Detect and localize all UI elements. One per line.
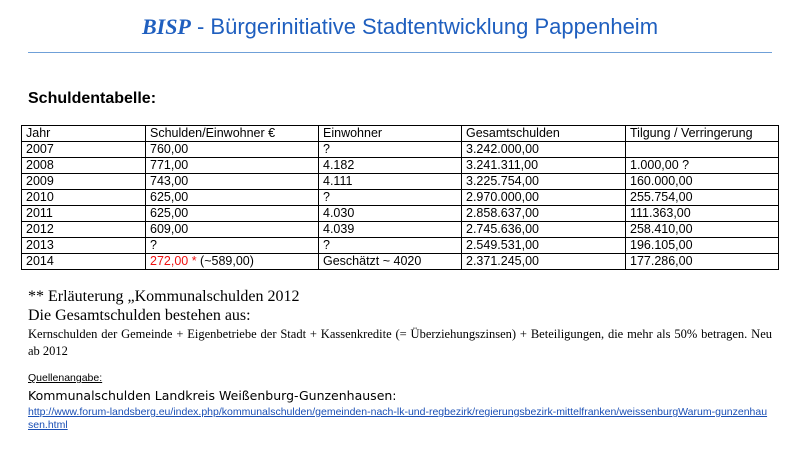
- debt-table: [21, 125, 779, 270]
- table-cell: 609,00: [146, 222, 319, 238]
- table-cell: 4.182: [319, 158, 462, 174]
- table-cell: 258.410,00: [626, 222, 779, 238]
- table-row: [22, 142, 779, 158]
- table-cell: ?: [319, 190, 462, 206]
- column-header-year: Jahr: [22, 126, 146, 142]
- table-cell: 2011: [22, 206, 146, 222]
- table-cell: 160.000,00: [626, 174, 779, 190]
- table-cell: 2.745.636,00: [462, 222, 626, 238]
- table-cell: 255.754,00: [626, 190, 779, 206]
- table-header-row: [22, 126, 779, 142]
- table-cell: 625,00: [146, 206, 319, 222]
- estimated-value: (~589,00): [196, 254, 254, 268]
- table-cell: 4.111: [319, 174, 462, 190]
- table-row-2014: [22, 254, 779, 270]
- table-cell: 2014: [22, 254, 146, 270]
- table-row: [22, 158, 779, 174]
- table-cell: 2.858.637,00: [462, 206, 626, 222]
- table-cell: 4.039: [319, 222, 462, 238]
- table-cell-debt-2014: [146, 254, 319, 270]
- page-header: [0, 14, 800, 40]
- source-link[interactable]: http://www.forum-landsberg.eu/index.php/kommunalschulden/gemeinden-nach-lk-und-regbezirk/regierungsbezirk-mittelfranken/weissenburgWarum-gunzenhausen.html: [28, 406, 768, 431]
- table-row: [22, 174, 779, 190]
- table-cell: 4.030: [319, 206, 462, 222]
- table-row: [22, 190, 779, 206]
- column-header-debt-per-capita: Schulden/Einwohner €: [146, 126, 319, 142]
- section-title: Schuldentabelle:: [28, 90, 157, 107]
- footnote-subheading: Die Gesamtschulden bestehen aus:: [28, 307, 251, 324]
- footnote-heading: ** Erläuterung „Kommunalschulden 2012: [28, 288, 300, 305]
- table-cell: 743,00: [146, 174, 319, 190]
- table-cell: ?: [146, 238, 319, 254]
- source-label: Quellenangabe:: [28, 372, 103, 384]
- brand-logo-text: BISP: [141, 14, 191, 39]
- table-cell: 625,00: [146, 190, 319, 206]
- table-cell: 2.970.000,00: [462, 190, 626, 206]
- table-cell: 111.363,00: [626, 206, 779, 222]
- table-cell: 177.286,00: [626, 254, 779, 270]
- table-cell: Geschätzt ~ 4020: [319, 254, 462, 270]
- column-header-repayment: Tilgung / Verringerung: [626, 126, 779, 142]
- table-cell: ?: [319, 238, 462, 254]
- source-title: Kommunalschulden Landkreis Weißenburg-Gunzenhausen:: [28, 388, 397, 403]
- column-header-total-debt: Gesamtschulden: [462, 126, 626, 142]
- table-cell: 2007: [22, 142, 146, 158]
- table-cell: 2012: [22, 222, 146, 238]
- table-cell: 2009: [22, 174, 146, 190]
- table-cell: 1.000,00 ?: [626, 158, 779, 174]
- table-cell: 2.549.531,00: [462, 238, 626, 254]
- table-cell: 771,00: [146, 158, 319, 174]
- table-cell: 2013: [22, 238, 146, 254]
- column-header-population: Einwohner: [319, 126, 462, 142]
- table-row: [22, 222, 779, 238]
- table-cell: 760,00: [146, 142, 319, 158]
- table-cell: ?: [319, 142, 462, 158]
- footnote-body: Kernschulden der Gemeinde + Eigenbetriebe der Stadt + Kassenkredite (= Überziehungszinsen) + Beteiligungen, die mehr als 50% betragen. Neu ab 2012: [28, 327, 772, 358]
- table-cell: 2008: [22, 158, 146, 174]
- header-subtitle: - Bürgerinitiative Stadtentwicklung Pappenheim: [190, 14, 659, 39]
- header-divider: [28, 52, 772, 53]
- table-cell: 3.242.000,00: [462, 142, 626, 158]
- table-cell: 3.225.754,00: [462, 174, 626, 190]
- highlighted-value: 272,00 *: [150, 254, 197, 268]
- table-cell: 3.241.311,00: [462, 158, 626, 174]
- table-cell: 2.371.245,00: [462, 254, 626, 270]
- table-cell: 2010: [22, 190, 146, 206]
- table-cell: 196.105,00: [626, 238, 779, 254]
- table-cell: [626, 142, 779, 158]
- table-row: [22, 238, 779, 254]
- table-row: [22, 206, 779, 222]
